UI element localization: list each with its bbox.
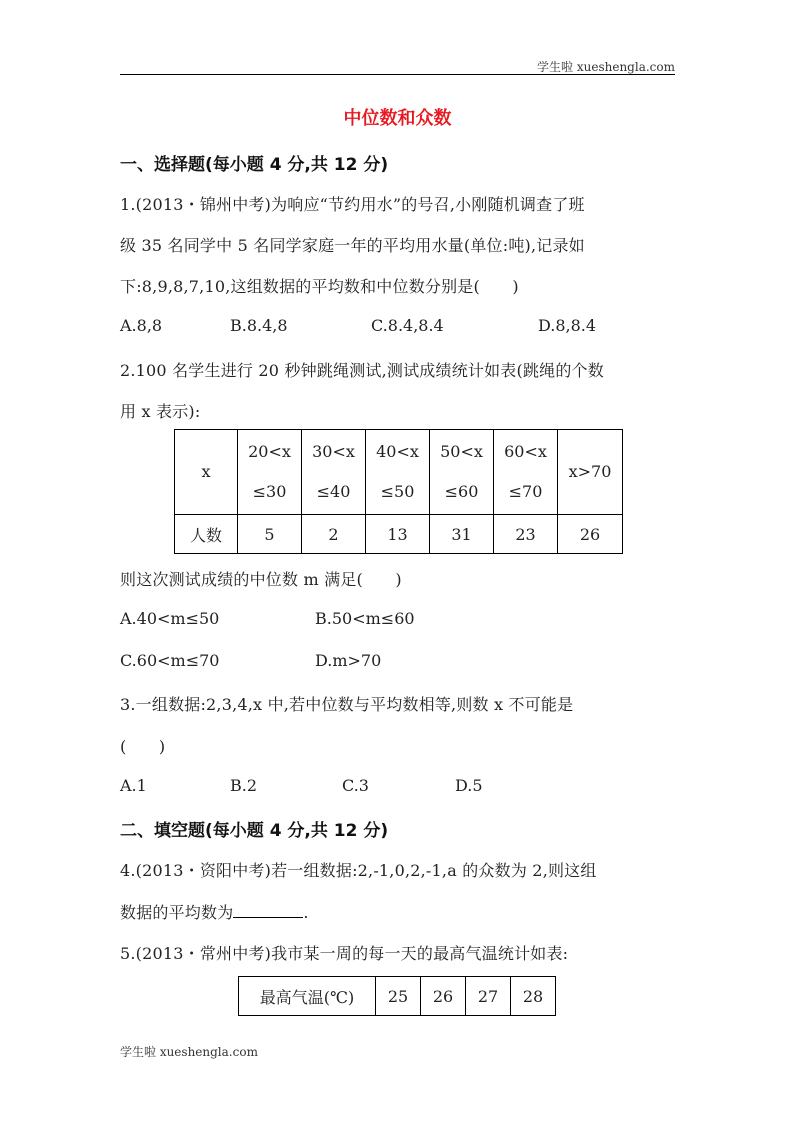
q3-option-b: B.2 <box>230 776 258 795</box>
range-cell: 30<x ≤40 <box>302 430 366 515</box>
temp-cell: 25 <box>376 977 421 1016</box>
q2-option-b: B.50<m≤60 <box>315 609 415 628</box>
q4-line: 4.(2013・资阳中考)若一组数据:2,-1,0,2,-1,a 的众数为 2,则这组 <box>120 861 597 880</box>
q3-option-d: D.5 <box>455 776 483 795</box>
answer-blank[interactable] <box>233 903 303 918</box>
range-cell: x>70 <box>558 430 623 515</box>
header-site: 学生啦 xueshengla.com <box>537 60 675 74</box>
count-cell: 31 <box>430 515 494 554</box>
temp-cell: 26 <box>421 977 466 1016</box>
jump-rope-table <box>174 429 623 554</box>
section1-heading: 一、选择题(每小题 4 分,共 12 分) <box>120 155 389 175</box>
table-header-x: x <box>175 430 238 515</box>
q1-option-d: D.8,8.4 <box>538 316 597 335</box>
q2-line: 2.100 名学生进行 20 秒钟跳绳测试,测试成绩统计如表(跳绳的个数 <box>120 361 604 380</box>
range-cell: 50<x ≤60 <box>430 430 494 515</box>
section2-heading: 二、填空题(每小题 4 分,共 12 分) <box>120 821 389 841</box>
q1-option-a: A.8,8 <box>120 316 163 335</box>
temperature-table <box>238 976 556 1016</box>
range-cell: 20<x ≤30 <box>238 430 302 515</box>
count-cell: 26 <box>558 515 623 554</box>
count-cell: 13 <box>366 515 430 554</box>
q2-line: 用 x 表示): <box>120 402 201 421</box>
q3-line: ( ) <box>120 737 166 756</box>
q2-after: 则这次测试成绩的中位数 m 满足( ) <box>120 570 402 589</box>
count-cell: 5 <box>238 515 302 554</box>
q1-line: 级 35 名同学中 5 名同学家庭一年的平均用水量(单位:吨),记录如 <box>120 236 585 255</box>
q5-line: 5.(2013・常州中考)我市某一周的每一天的最高气温统计如表: <box>120 944 569 963</box>
q3-option-c: C.3 <box>342 776 369 795</box>
q3-line: 3.一组数据:2,3,4,x 中,若中位数与平均数相等,则数 x 不可能是 <box>120 695 574 714</box>
count-cell: 23 <box>494 515 558 554</box>
q1-line: 下:8,9,8,7,10,这组数据的平均数和中位数分别是( ) <box>120 277 519 296</box>
count-cell: 2 <box>302 515 366 554</box>
header-divider <box>120 74 675 75</box>
temp-cell: 28 <box>511 977 556 1016</box>
q2-option-a: A.40<m≤50 <box>120 609 220 628</box>
temp-cell: 27 <box>466 977 511 1016</box>
page-title: 中位数和众数 <box>343 108 452 129</box>
temp-header: 最高气温(℃) <box>239 977 376 1016</box>
q1-line: 1.(2013・锦州中考)为响应“节约用水”的号召,小刚随机调查了班 <box>120 195 585 214</box>
q1-option-c: C.8.4,8.4 <box>371 316 444 335</box>
q2-option-c: C.60<m≤70 <box>120 651 220 670</box>
footer-site: 学生啦 xueshengla.com <box>120 1045 258 1059</box>
q4-line2: 数据的平均数为 . <box>120 903 309 922</box>
q1-option-b: B.8.4,8 <box>230 316 288 335</box>
q3-option-a: A.1 <box>120 776 147 795</box>
range-cell: 40<x ≤50 <box>366 430 430 515</box>
range-cell: 60<x ≤70 <box>494 430 558 515</box>
table-header-count: 人数 <box>175 515 238 554</box>
q2-option-d: D.m>70 <box>315 651 382 670</box>
